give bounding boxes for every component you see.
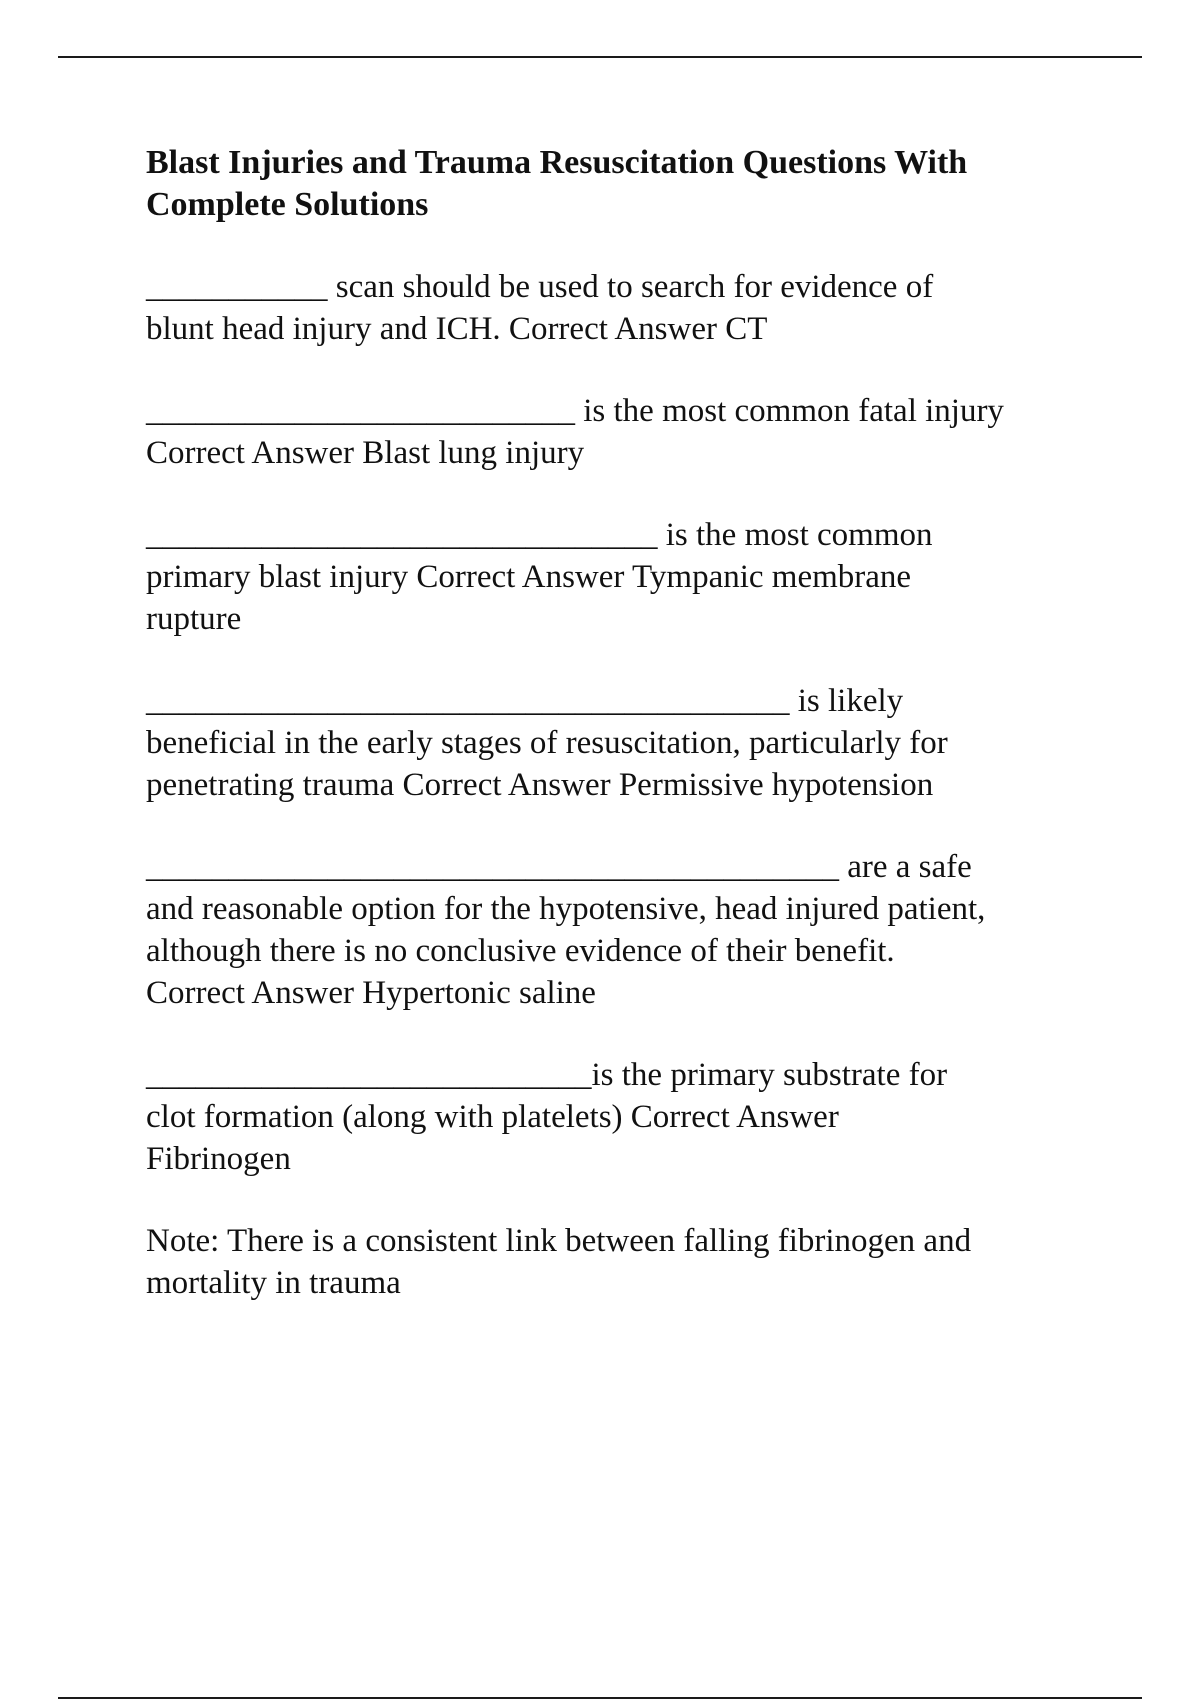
document-title: Blast Injuries and Trauma Resuscitation Questions With Complete Solutions [146, 144, 968, 223]
header-rule [58, 56, 1142, 58]
question-hypertonic-saline: __________________________________________ are a safe and reasonable option for the hypotensive, head injured patient, although there is no conclusive evidence of their benefit. Correct Answer Hypertonic saline [146, 849, 986, 1011]
question-permissive-hypotension: _______________________________________ is likely beneficial in the early stages of resuscitation, particularly for penetrating trauma Correct Answer Permissive hypotension [146, 683, 948, 803]
question-tympanic: _______________________________ is the most common primary blast injury Correct Answer Tympanic membrane rupture [146, 517, 933, 637]
document-body [146, 142, 1106, 1344]
note-paragraph: Note: There is a consistent link between falling fibrinogen and mortality in trauma [146, 1223, 972, 1301]
question-blast-lung: __________________________ is the most common fatal injury Correct Answer Blast lung injury [146, 393, 1004, 471]
footer-rule [58, 1697, 1142, 1699]
question-ct: ___________ scan should be used to search for evidence of blunt head injury and ICH. Correct Answer CT [146, 269, 934, 347]
question-fibrinogen: ___________________________is the primary substrate for clot formation (along with platelets) Correct Answer Fibrinogen [146, 1057, 948, 1177]
